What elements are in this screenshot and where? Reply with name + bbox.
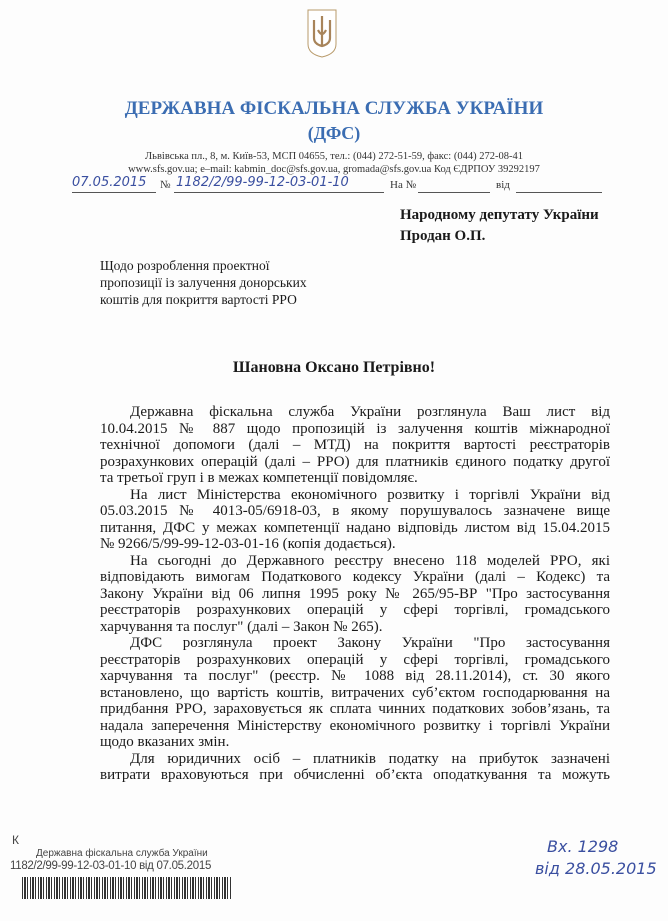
stamp-number: 1182/2/99-99-12-03-01-10 від 07.05.2015 [10, 860, 212, 872]
subject [100, 257, 307, 308]
text-line: встановлено, що вартість коштів, витрачених суб’єктом господарювання на [100, 684, 610, 701]
incoming-date: від 28.05.2015 [535, 859, 657, 878]
text-line: Для юридичних осіб – платників податку на прибуток зазначені [130, 750, 610, 767]
text-line: та третьої груп і в межах компетенції повідомляє. [100, 470, 418, 486]
paragraph [100, 553, 610, 636]
outgoing-date: 07.05.2015 [72, 175, 147, 190]
text-line: технічної допомоги (далі – МТД) на покриття вартості реєстраторів [100, 437, 610, 453]
text-line: 05.03.2015 № 4013-05/6918-03, в якому порушувалось зазначене вище [100, 503, 610, 519]
text-line: відповідають вимогам Податкового кодексу України (далі – Кодекс) та [100, 569, 610, 585]
reference-line [72, 175, 612, 198]
paragraph [100, 487, 610, 553]
text-line: На сьогодні до Державного реєстру внесено 118 моделей РРО, які [130, 552, 610, 569]
registration-stamp [10, 834, 240, 873]
paragraph [100, 751, 610, 784]
barcode [22, 877, 232, 899]
incoming-registration [535, 836, 657, 880]
subject-line: коштів для покриття вартості РРО [100, 292, 297, 307]
stamp-org: Державна фіскальна служба України [36, 848, 208, 859]
org-name: ДЕРЖАВНА ФІСКАЛЬНА СЛУЖБА УКРАЇНИ [124, 98, 544, 119]
number-label: № [160, 179, 171, 191]
text-line: ДФС розглянула проект Закону України "Про застосування [130, 635, 610, 651]
addressee-title: Народному депутату України [400, 207, 599, 223]
paragraph [100, 635, 610, 751]
address-line: Львівська пл., 8, м. Київ-53, МСП 04655, тел.: (044) 272-51-59, факс: (044) 272-08-41 [145, 151, 523, 162]
addressee-name: Продан О.П. [400, 228, 486, 244]
from-label: від [496, 179, 510, 191]
org-abbreviation: (ДФС) [307, 123, 361, 143]
text-line: № 9266/5/99-99-12-03-01-16 (копія додається). [100, 536, 396, 552]
text-line: харчування та послуг" (далі – Закон № 265). [100, 618, 383, 635]
text-line: витрати враховуються при обчисленні об’єкта оподаткування та можуть [100, 767, 610, 783]
in-reply-label: На № [390, 179, 417, 191]
text-line: придбання РРО, зараховується як сплата чинних податкових зобов’язань, та [100, 701, 610, 717]
text-line: Закону України від 06 липня 1995 року № 265/95-ВР "Про застосування [100, 585, 610, 602]
text-line: надала заперечення Міністерству економічного розвитку і торгівлі України [100, 717, 610, 734]
text-line: реєстраторів розрахункових операцій у сфері торгівлі, громадського [100, 602, 610, 618]
text-line: Державна фіскальна служба України розглянула Ваш лист від [130, 404, 610, 420]
text-line: 10.04.2015 № 887 щодо пропозицій із залучення коштів міжнародної [100, 420, 610, 437]
text-line: щодо вказаних змін. [100, 734, 230, 750]
subject-line: пропозиції із залучення донорських [100, 275, 307, 290]
text-line: реєстраторів розрахункових операцій у сфері торгівлі, громадського [100, 651, 610, 668]
incoming-number: Вх. 1298 [547, 837, 619, 856]
text-line: На лист Міністерства економічного розвитку і торгівлі України від [130, 486, 610, 503]
outgoing-number: 1182/2/99-99-12-03-01-10 [176, 175, 349, 190]
text-line: розрахункових операцій (далі – РРО) для платників єдиного податку другої [100, 453, 610, 470]
stamp-mark: К [12, 833, 19, 847]
subject-line: Щодо розроблення проектної [100, 258, 270, 273]
letter-body [100, 404, 610, 784]
greeting: Шановна Оксано Петрівно! [232, 359, 436, 376]
text-line: питання, ДФС у межах компетенції надано відповідь листом від 15.04.2015 [100, 519, 610, 536]
text-line: харчування та послуг" (реєстр. № 1088 від 28.11.2014), ст. 30 якого [100, 668, 610, 684]
paragraph [100, 404, 610, 487]
contact-line: www.sfs.gov.ua; e–mail: kabmin_doc@sfs.gov.ua, gromada@sfs.gov.ua Код ЄДРПОУ 39292197 [128, 164, 540, 175]
trident-emblem-icon [306, 8, 338, 58]
